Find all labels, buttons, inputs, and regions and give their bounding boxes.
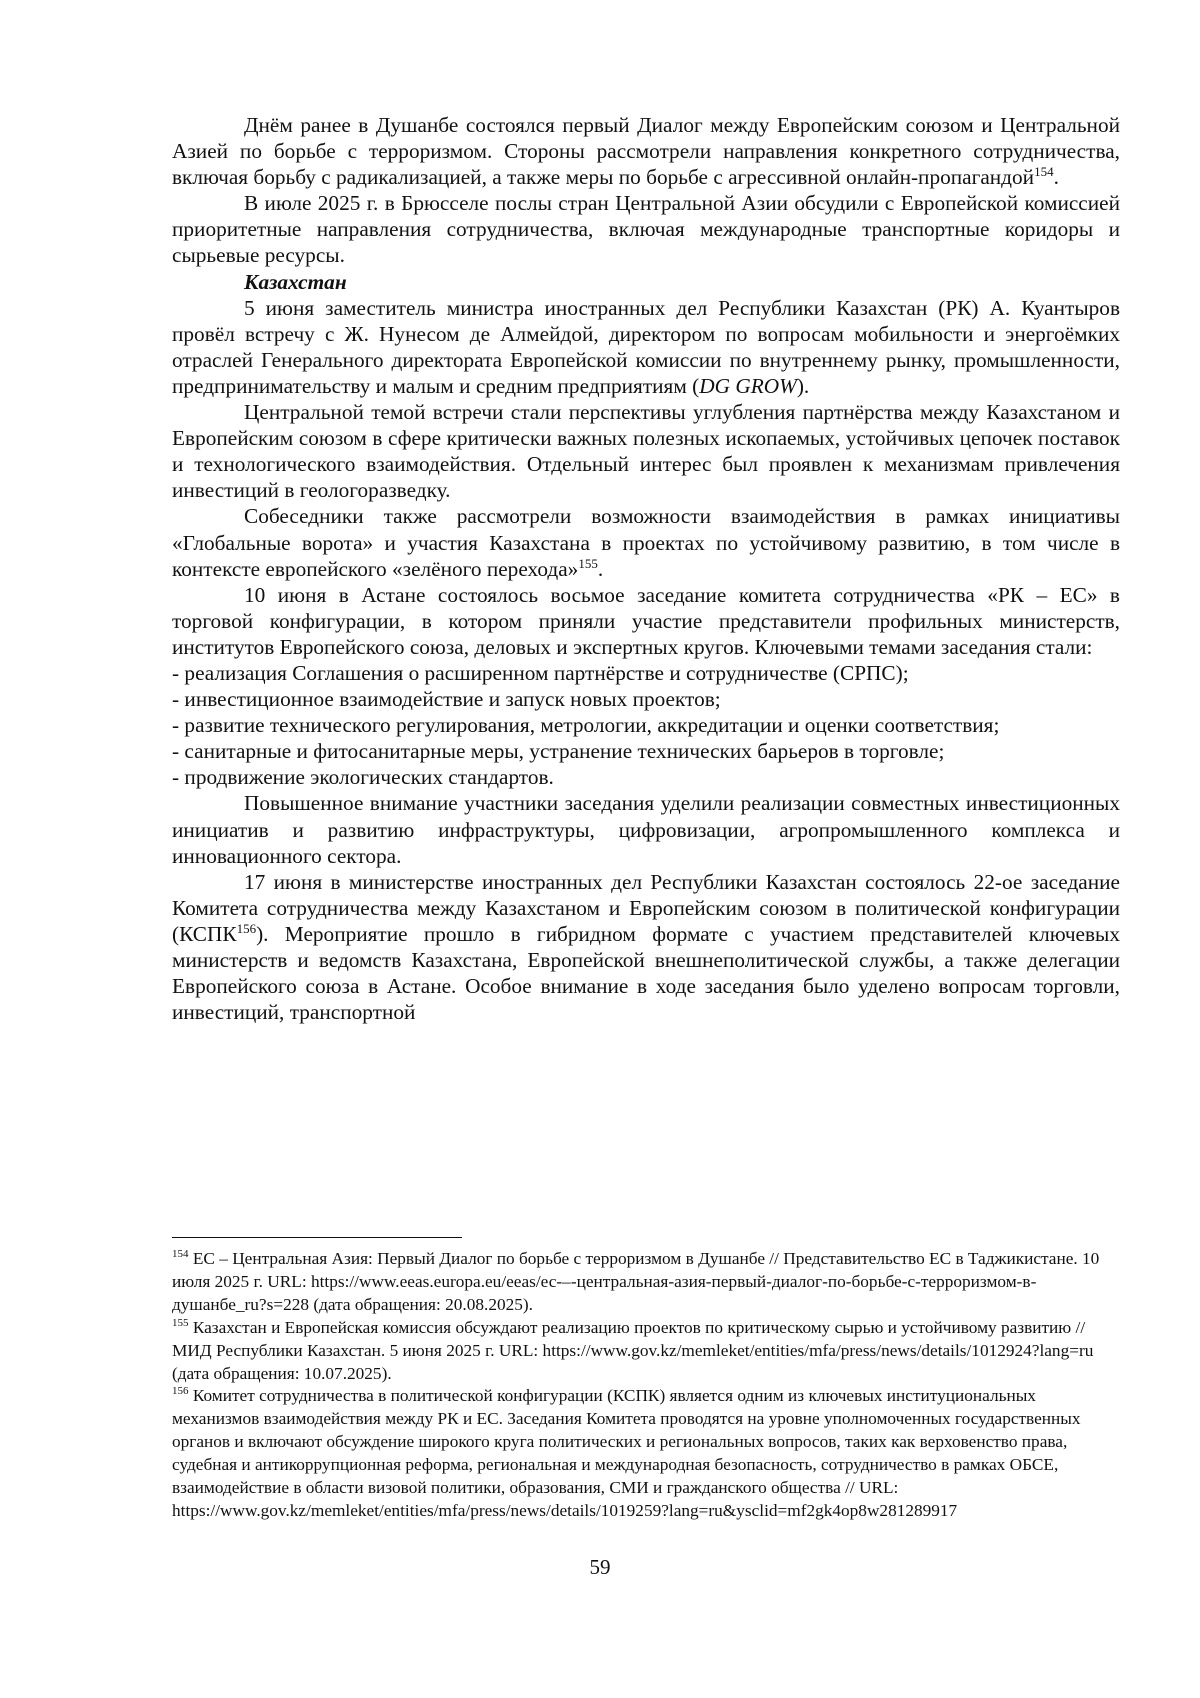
paragraph: Центральной темой встречи стали перспективы углубления партнёрства между Казахстаном и Европейским союзом в сфере критически важных полезных ископаемых, устойчивых цепочек поставок и технологического взаимодействия. Отдельный интерес был проявлен к механизмам привлечения инвестиций в геологоразведку. (172, 400, 1120, 503)
list-item: - инвестиционное взаимодействие и запуск новых проектов; (172, 687, 721, 712)
paragraph: Повышенное внимание участники заседания уделили реализации совместных инвестиционных инициатив и развитию инфраструктуры, цифровизации, агропромышленного комплекса и инновационного сектора. (172, 791, 1120, 868)
footnote-ref: 155 (578, 555, 598, 571)
footnote: $^{154}$ ЕС – Центральная Азия: Первый Диалог по борьбе с терроризмом в Душанбе // Представительство ЕС в Таджикистане. 10 июля 2025 г. URL: https://www.eeas.europa.eu/eeas/ес-–-центральная-азия-первый-диалог-по-борьбе-с-терроризмом-в-душанбе_ru?s=228 (дата обращения: 20.08.2025). (172, 1248, 1100, 1314)
footnote: $^{156}$ Комитет сотрудничества в политической конфигурации (КСПК) является одним из ключевых институциональных механизмов взаимодействия между РК и ЕС. Заседания Комитета проводятся на уровне уполномоченных государственных органов и включают обсуждение широкого круга политических и региональных вопросов, таких как верховенство права, судебная и антикоррупционная реформа, региональная и международная безопасность, сотрудничество в рамках ОБСЕ, взаимодействие в области визовой политики, образования, СМИ и гражданского общества // URL: https://www.gov.kz/memleket/entities/mfa/press/news/details/1019259?lang=ru&ysclid=mf2gk4op8w281289917 (172, 1385, 1081, 1520)
list-item: - реализация Соглашения о расширенном партнёрстве и сотрудничестве (СРПС); (172, 660, 909, 685)
list-item: - санитарные и фитосанитарные меры, устранение технических барьеров в торговле; (172, 739, 945, 764)
footnote-number: 156 (172, 1385, 189, 1398)
page-body (172, 112, 1120, 1025)
footnote-separator (172, 1237, 462, 1238)
section-heading: Казахстан (244, 269, 347, 294)
italic-term: DG GROW (699, 373, 797, 398)
main-text (172, 112, 1120, 1025)
paragraph: Днём ранее в Душанбе состоялся первый Диалог между Европейским союзом и Центральной Азией по борьбе с терроризмом. Стороны рассмотрели направления конкретного сотрудничества, включая борьбу с радикализацией, а также меры по борьбе с агрессивной онлайн-пропагандой$^{154}$. (172, 113, 1120, 190)
footnote: $^{155}$ Казахстан и Европейская комиссия обсуждают реализацию проектов по критическому сырью и устойчивому развитию // МИД Республики Казахстан. 5 июня 2025 г. URL: https://www.gov.kz/memleket/entities/mfa/press/news/details/1012924?lang=ru (дата обращения: 10.07.2025). (172, 1316, 1094, 1383)
paragraph: В июле 2025 г. в Брюсселе послы стран Центральной Азии обсудили с Европейской комиссией приоритетные направления сотрудничества, включая международные транспортные коридоры и сырьевые ресурсы. (172, 191, 1120, 268)
footnote-number: 154 (172, 1248, 189, 1261)
footnote-ref: 156 (236, 920, 257, 936)
page-number: 59 (589, 1555, 611, 1579)
footnotes (172, 1248, 1120, 1523)
paragraph: 5 июня заместитель министра иностранных дел Республики Казахстан (РК) А. Куантыров провёл встречу с Ж. Нунесом де Алмейдой, директором по вопросам мобильности и энергоёмких отраслей Генерального директората Европейской комиссии по внутреннему рынку, промышленности, предпринимательству и малым и средним предприятиям (DG GROW). (172, 295, 1120, 398)
paragraph: 10 июня в Астане состоялось восьмое заседание комитета сотрудничества «РК – ЕС» в торговой конфигурации, в котором приняли участие представители профильных министерств, институтов Европейского союза, деловых и экспертных кругов. Ключевыми темами заседания стали: (172, 582, 1120, 659)
footnote-ref: 154 (1034, 164, 1054, 180)
paragraph: Собеседники также рассмотрели возможности взаимодействия в рамках инициативы «Глобальные ворота» и участия Казахстана в проектах по устойчивому развитию, в том числе в контексте европейского «зелёного перехода»$^{155}$. (172, 504, 1120, 581)
paragraph: 17 июня в министерстве иностранных дел Республики Казахстан состоялось 22-ое заседание Комитета сотрудничества между Казахстаном и Европейским союзом в политической конфигурации (КСПК$^{156}$). Мероприятие прошло в гибридном формате с участием представителей ключевых министерств и ведомств Казахстана, Европейской внешнеполитической службы, а также делегации Европейского союза в Астане. Особое внимание в ходе заседания было уделено вопросам торговли, инвестиций, транспортной (172, 869, 1120, 1025)
footnote-number: 155 (172, 1316, 189, 1329)
list-item: - развитие технического регулирования, метрологии, аккредитации и оценки соответствия; (172, 713, 1000, 738)
list-item: - продвижение экологических стандартов. (172, 765, 554, 790)
